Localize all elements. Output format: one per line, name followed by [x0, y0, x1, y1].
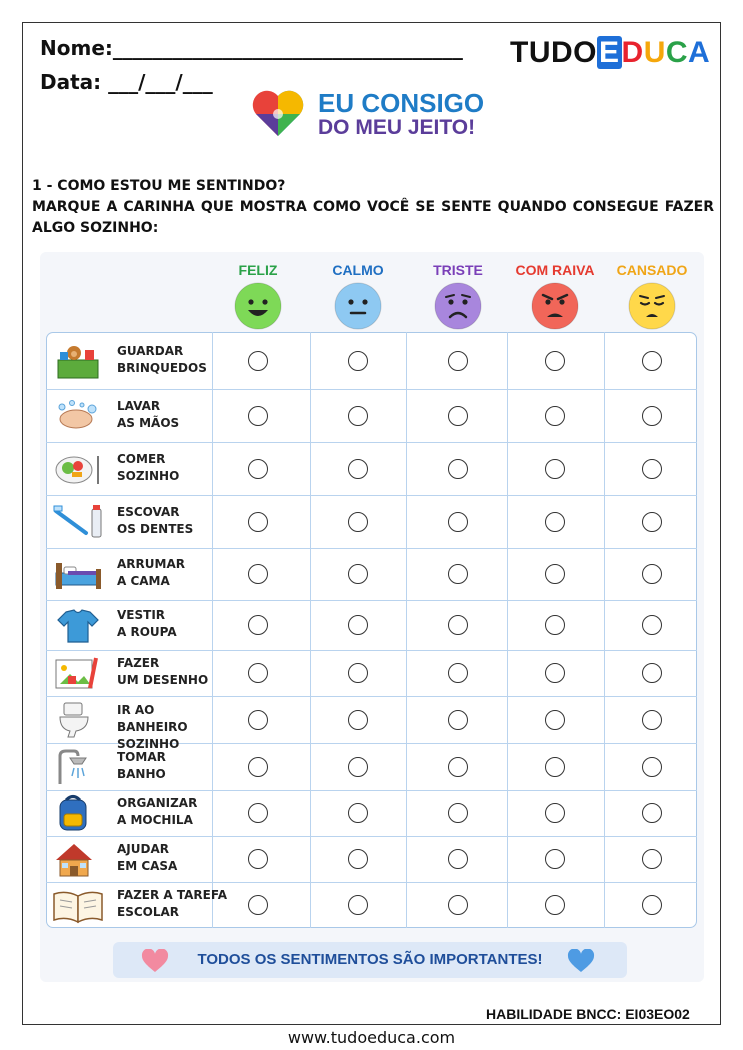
- sad-face-icon: [434, 282, 482, 330]
- radio-triste[interactable]: [448, 895, 468, 915]
- food-plate-icon: [51, 450, 105, 488]
- activity-label-line2: UM DESENHO: [117, 673, 209, 687]
- radio-calmo[interactable]: [348, 564, 368, 584]
- row-divider: [46, 650, 697, 651]
- radio-com-raiva[interactable]: [545, 757, 565, 777]
- radio-calmo[interactable]: [348, 615, 368, 635]
- radio-calmo[interactable]: [348, 757, 368, 777]
- radio-cansado[interactable]: [642, 615, 662, 635]
- column-header-com-raiva: COM RAIVA: [515, 262, 595, 278]
- activity-label-line2: BRINQUEDOS: [117, 360, 207, 375]
- banner-text: TODOS OS SENTIMENTOS SÃO IMPORTANTES!: [197, 951, 543, 968]
- radio-triste[interactable]: [448, 757, 468, 777]
- radio-feliz[interactable]: [248, 351, 268, 371]
- activity-label-line2: SOZINHO: [117, 468, 180, 483]
- angry-face-icon: [531, 282, 579, 330]
- website-url[interactable]: www.tudoeduca.com: [287, 1028, 456, 1047]
- radio-com-raiva[interactable]: [545, 710, 565, 730]
- radio-com-raiva[interactable]: [545, 895, 565, 915]
- radio-cansado[interactable]: [642, 406, 662, 426]
- shower-icon: [51, 748, 105, 786]
- radio-calmo[interactable]: [348, 512, 368, 532]
- radio-cansado[interactable]: [642, 564, 662, 584]
- column-divider: [604, 332, 605, 928]
- activity-label-line2: OS DENTES: [117, 521, 194, 536]
- radio-feliz[interactable]: [248, 406, 268, 426]
- activity-label: [117, 841, 227, 875]
- tired-face-icon: [628, 282, 676, 330]
- question-block: [32, 176, 714, 239]
- calm-face-icon: [334, 282, 382, 330]
- radio-calmo[interactable]: [348, 803, 368, 823]
- activity-label-line1: FAZER: [117, 656, 160, 670]
- row-divider: [46, 696, 697, 697]
- bed-icon: [51, 555, 105, 593]
- radio-cansado[interactable]: [642, 849, 662, 869]
- row-divider: [46, 442, 697, 443]
- activity-label-line1: ESCOVAR: [117, 504, 180, 519]
- column-header-feliz: FELIZ: [238, 262, 278, 278]
- activity-label: [117, 655, 227, 689]
- radio-triste[interactable]: [448, 564, 468, 584]
- radio-feliz[interactable]: [248, 663, 268, 683]
- house-icon: [51, 840, 105, 878]
- radio-com-raiva[interactable]: [545, 564, 565, 584]
- activity-label-line1: TOMAR: [117, 749, 166, 764]
- tshirt-icon: [51, 606, 105, 644]
- radio-cansado[interactable]: [642, 459, 662, 479]
- activity-label: [117, 504, 227, 538]
- question-title: 1 - COMO ESTOU ME SENTINDO?: [32, 178, 286, 194]
- radio-com-raiva[interactable]: [545, 849, 565, 869]
- activity-label-line2: SOZINHO: [117, 736, 180, 751]
- feelings-banner: [113, 942, 627, 978]
- activity-label: [117, 398, 227, 432]
- radio-cansado[interactable]: [642, 710, 662, 730]
- hand-washing-icon: [51, 397, 105, 435]
- radio-feliz[interactable]: [248, 895, 268, 915]
- radio-feliz[interactable]: [248, 512, 268, 532]
- date-field[interactable]: Data: ___/___/___: [40, 70, 213, 94]
- radio-calmo[interactable]: [348, 406, 368, 426]
- activity-label: [117, 343, 227, 377]
- radio-feliz[interactable]: [248, 849, 268, 869]
- radio-cansado[interactable]: [642, 803, 662, 823]
- row-divider: [46, 882, 697, 883]
- radio-calmo[interactable]: [348, 895, 368, 915]
- activity-label-line2: EM CASA: [117, 859, 178, 873]
- column-header-cansado: CANSADO: [616, 262, 688, 278]
- radio-calmo[interactable]: [348, 459, 368, 479]
- blue-heart-icon: [567, 949, 595, 973]
- drawing-icon: [51, 654, 105, 692]
- radio-cansado[interactable]: [642, 895, 662, 915]
- radio-com-raiva[interactable]: [545, 803, 565, 823]
- row-divider: [46, 836, 697, 837]
- radio-triste[interactable]: [448, 406, 468, 426]
- activity-label-line1: FAZER A TAREFA: [117, 888, 227, 902]
- column-header-triste: TRISTE: [433, 262, 483, 278]
- tudoeduca-logo: TUDOEDUCA: [510, 36, 711, 69]
- radio-com-raiva[interactable]: [545, 351, 565, 371]
- radio-cansado[interactable]: [642, 351, 662, 371]
- column-divider: [507, 332, 508, 928]
- activity-label-line1: GUARDAR: [117, 343, 184, 358]
- book-icon: [51, 886, 105, 924]
- radio-com-raiva[interactable]: [545, 512, 565, 532]
- row-divider: [46, 495, 697, 496]
- activity-label: [117, 702, 227, 753]
- radio-com-raiva[interactable]: [545, 459, 565, 479]
- puzzle-heart-icon: [250, 86, 306, 138]
- activity-label-line2: BANHO: [117, 766, 166, 781]
- column-divider: [406, 332, 407, 928]
- radio-triste[interactable]: [448, 663, 468, 683]
- radio-feliz[interactable]: [248, 564, 268, 584]
- radio-com-raiva[interactable]: [545, 406, 565, 426]
- bncc-skill: HABILIDADE BNCC: EI03EO02: [486, 1006, 690, 1022]
- row-divider: [46, 389, 697, 390]
- activity-label-line1: IR AO BANHEIRO: [117, 702, 188, 734]
- activity-label-line2: A MOCHILA: [117, 813, 193, 827]
- radio-triste[interactable]: [448, 512, 468, 532]
- radio-feliz[interactable]: [248, 710, 268, 730]
- question-instruction-line1: MARQUE A CARINHA QUE MOSTRA COMO VOCÊ SE SENTE QUANDO CONSEGUE FAZER: [32, 199, 714, 215]
- toy-box-icon: [51, 342, 105, 380]
- radio-calmo[interactable]: [348, 663, 368, 683]
- radio-triste[interactable]: [448, 849, 468, 869]
- radio-calmo[interactable]: [348, 849, 368, 869]
- column-header-calmo: CALMO: [332, 262, 384, 278]
- radio-triste[interactable]: [448, 615, 468, 635]
- radio-feliz[interactable]: [248, 615, 268, 635]
- activity-label: [117, 887, 227, 921]
- radio-triste[interactable]: [448, 351, 468, 371]
- radio-cansado[interactable]: [642, 663, 662, 683]
- radio-triste[interactable]: [448, 710, 468, 730]
- activity-label-line1: AJUDAR: [117, 842, 169, 856]
- radio-feliz[interactable]: [248, 803, 268, 823]
- radio-com-raiva[interactable]: [545, 663, 565, 683]
- radio-triste[interactable]: [448, 803, 468, 823]
- activity-label-line1: VESTIR: [117, 608, 166, 622]
- activity-label-line2: A ROUPA: [117, 625, 177, 639]
- row-divider: [46, 600, 697, 601]
- row-divider: [46, 548, 697, 549]
- radio-calmo[interactable]: [348, 710, 368, 730]
- radio-com-raiva[interactable]: [545, 615, 565, 635]
- brand-banner: [250, 86, 510, 142]
- backpack-icon: [51, 794, 105, 832]
- happy-face-icon: [234, 282, 282, 330]
- activity-label-line2: A CAMA: [117, 574, 170, 588]
- radio-feliz[interactable]: [248, 757, 268, 777]
- radio-feliz[interactable]: [248, 459, 268, 479]
- radio-cansado[interactable]: [642, 757, 662, 777]
- activity-label-line2: ESCOLAR: [117, 905, 180, 919]
- activity-label-line1: LAVAR: [117, 398, 161, 413]
- toothbrush-icon: [51, 503, 105, 541]
- activity-label: [117, 451, 227, 485]
- question-instruction-line2: ALGO SOZINHO:: [32, 220, 159, 236]
- activity-label: [117, 556, 227, 590]
- radio-calmo[interactable]: [348, 351, 368, 371]
- activity-label: [117, 607, 227, 641]
- row-divider: [46, 790, 697, 791]
- activity-label: [117, 795, 227, 829]
- activity-label-line1: COMER: [117, 451, 166, 466]
- name-field[interactable]: Nome:___________________________________: [40, 36, 463, 60]
- brand-subtitle: DO MEU JEITO!: [318, 116, 476, 139]
- column-divider: [310, 332, 311, 928]
- brand-title: EU CONSIGO: [318, 88, 485, 118]
- radio-cansado[interactable]: [642, 512, 662, 532]
- activity-label-line1: ARRUMAR: [117, 557, 185, 571]
- activity-label: [117, 749, 227, 783]
- activity-label-line2: AS MÃOS: [117, 415, 180, 430]
- activity-label-line1: ORGANIZAR: [117, 796, 198, 810]
- radio-triste[interactable]: [448, 459, 468, 479]
- toilet-icon: [51, 701, 105, 739]
